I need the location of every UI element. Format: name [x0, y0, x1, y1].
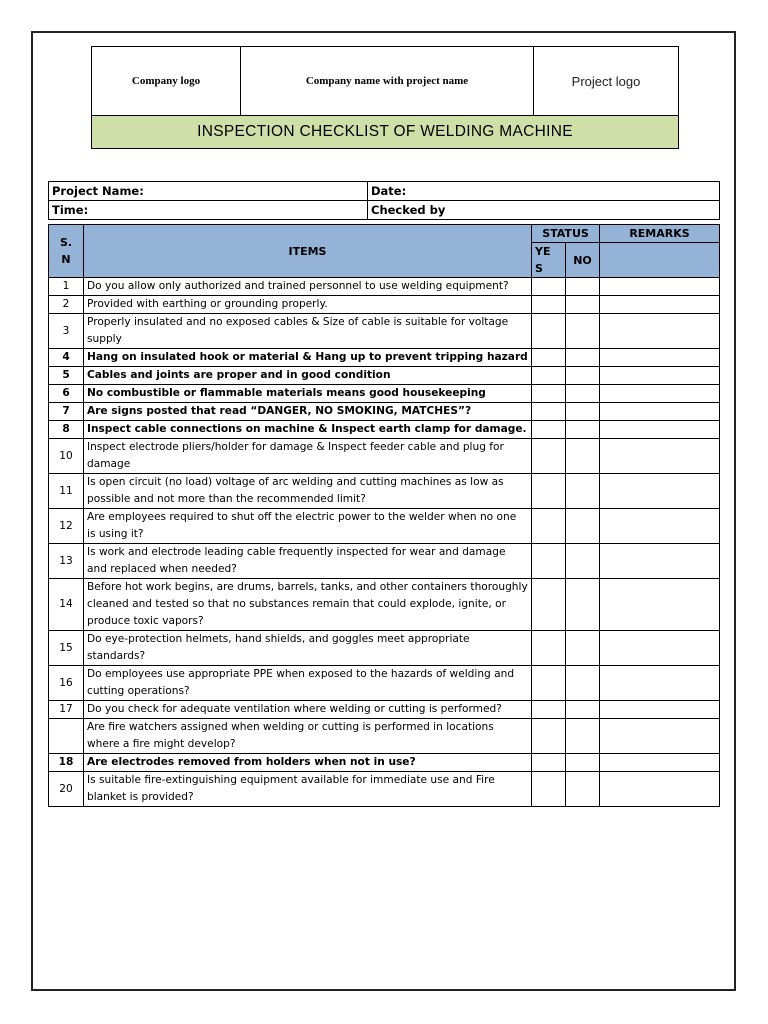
yes-checkbox-cell[interactable] [532, 439, 566, 474]
remarks-cell[interactable] [600, 296, 720, 314]
row-item-text: Is open circuit (no load) voltage of arc welding and cutting machines as low as possible and not more than the recommended limit? [84, 474, 532, 509]
remarks-cell[interactable] [600, 666, 720, 701]
checklist-row [49, 314, 720, 349]
row-item-text: Do eye-protection helmets, hand shields, and goggles meet appropriate standards? [84, 631, 532, 666]
no-checkbox-cell[interactable] [566, 719, 600, 754]
project-info-table [48, 181, 720, 220]
no-checkbox-cell[interactable] [566, 509, 600, 544]
row-number: 2 [49, 296, 84, 314]
no-checkbox-cell[interactable] [566, 474, 600, 509]
checked-by-field[interactable]: Checked by [368, 201, 720, 220]
row-number: 3 [49, 314, 84, 349]
remarks-cell[interactable] [600, 421, 720, 439]
remarks-cell[interactable] [600, 754, 720, 772]
document-title: INSPECTION CHECKLIST OF WELDING MACHINE [92, 116, 679, 149]
row-number: 6 [49, 385, 84, 403]
row-item-text: Provided with earthing or grounding properly. [84, 296, 532, 314]
row-number: 11 [49, 474, 84, 509]
remarks-cell[interactable] [600, 579, 720, 631]
yes-checkbox-cell[interactable] [532, 314, 566, 349]
no-checkbox-cell[interactable] [566, 701, 600, 719]
yes-checkbox-cell[interactable] [532, 296, 566, 314]
remarks-cell[interactable] [600, 367, 720, 385]
row-item-text: Are electrodes removed from holders when not in use? [84, 754, 532, 772]
row-number: 17 [49, 701, 84, 719]
yes-header: YE S [532, 243, 566, 278]
checklist-row [49, 403, 720, 421]
no-checkbox-cell[interactable] [566, 296, 600, 314]
remarks-subheader [600, 243, 720, 278]
checklist-row [49, 474, 720, 509]
yes-checkbox-cell[interactable] [532, 719, 566, 754]
checklist-row [49, 349, 720, 367]
checklist-row [49, 754, 720, 772]
remarks-cell[interactable] [600, 278, 720, 296]
project-name-field[interactable]: Project Name: [49, 182, 368, 201]
yes-checkbox-cell[interactable] [532, 385, 566, 403]
remarks-cell[interactable] [600, 701, 720, 719]
row-number: 10 [49, 439, 84, 474]
row-number: 1 [49, 278, 84, 296]
remarks-cell[interactable] [600, 349, 720, 367]
row-number: 14 [49, 579, 84, 631]
no-checkbox-cell[interactable] [566, 349, 600, 367]
row-item-text: Are signs posted that read “DANGER, NO SMOKING, MATCHES”? [84, 403, 532, 421]
yes-checkbox-cell[interactable] [532, 367, 566, 385]
row-item-text: Do employees use appropriate PPE when exposed to the hazards of welding and cutting operations? [84, 666, 532, 701]
checklist-row [49, 509, 720, 544]
sn-header: S. N [49, 225, 84, 278]
checklist-table [48, 224, 720, 807]
remarks-cell[interactable] [600, 509, 720, 544]
document-header [91, 46, 679, 149]
status-header: STATUS [532, 225, 600, 243]
checklist-row [49, 719, 720, 754]
row-number: 20 [49, 772, 84, 807]
yes-checkbox-cell[interactable] [532, 544, 566, 579]
row-number: 13 [49, 544, 84, 579]
row-item-text: Cables and joints are proper and in good condition [84, 367, 532, 385]
no-header: NO [566, 243, 600, 278]
yes-checkbox-cell[interactable] [532, 403, 566, 421]
no-checkbox-cell[interactable] [566, 772, 600, 807]
project-logo-cell: Project logo [534, 47, 679, 116]
checklist-row [49, 367, 720, 385]
no-checkbox-cell[interactable] [566, 367, 600, 385]
remarks-cell[interactable] [600, 772, 720, 807]
checklist-row [49, 579, 720, 631]
yes-checkbox-cell[interactable] [532, 666, 566, 701]
yes-checkbox-cell[interactable] [532, 772, 566, 807]
checklist-row [49, 439, 720, 474]
items-header: ITEMS [84, 225, 532, 278]
no-checkbox-cell[interactable] [566, 278, 600, 296]
time-field[interactable]: Time: [49, 201, 368, 220]
row-item-text: Are fire watchers assigned when welding or cutting is performed in locations where a fire might develop? [84, 719, 532, 754]
yes-checkbox-cell[interactable] [532, 474, 566, 509]
remarks-cell[interactable] [600, 719, 720, 754]
company-name-cell: Company name with project name [241, 47, 534, 116]
yes-checkbox-cell[interactable] [532, 421, 566, 439]
checklist-row [49, 666, 720, 701]
no-checkbox-cell[interactable] [566, 666, 600, 701]
checklist-row [49, 701, 720, 719]
row-item-text: No combustible or flammable materials means good housekeeping [84, 385, 532, 403]
row-number: 5 [49, 367, 84, 385]
yes-checkbox-cell[interactable] [532, 349, 566, 367]
no-checkbox-cell[interactable] [566, 385, 600, 403]
row-item-text: Hang on insulated hook or material & Hang up to prevent tripping hazard [84, 349, 532, 367]
remarks-cell[interactable] [600, 439, 720, 474]
yes-checkbox-cell[interactable] [532, 701, 566, 719]
row-item-text: Properly insulated and no exposed cables & Size of cable is suitable for voltage supply [84, 314, 532, 349]
no-checkbox-cell[interactable] [566, 579, 600, 631]
row-item-text: Before hot work begins, are drums, barrels, tanks, and other containers thoroughly cleaned and tested so that no substances remain that could explode, ignite, or produce toxic vapors? [84, 579, 532, 631]
row-number: 4 [49, 349, 84, 367]
remarks-cell[interactable] [600, 474, 720, 509]
row-item-text: Do you check for adequate ventilation where welding or cutting is performed? [84, 701, 532, 719]
yes-checkbox-cell[interactable] [532, 754, 566, 772]
remarks-cell[interactable] [600, 631, 720, 666]
checklist-row [49, 631, 720, 666]
checklist-row [49, 385, 720, 403]
checklist-row [49, 421, 720, 439]
checklist-row [49, 296, 720, 314]
row-item-text: Is work and electrode leading cable frequently inspected for wear and damage and replaced when needed? [84, 544, 532, 579]
checklist-row [49, 278, 720, 296]
row-number: 7 [49, 403, 84, 421]
remarks-cell[interactable] [600, 385, 720, 403]
remarks-cell[interactable] [600, 403, 720, 421]
row-number: 18 [49, 754, 84, 772]
row-item-text: Do you allow only authorized and trained personnel to use welding equipment? [84, 278, 532, 296]
no-checkbox-cell[interactable] [566, 544, 600, 579]
row-item-text: Is suitable fire-extinguishing equipment available for immediate use and Fire blanket is provided? [84, 772, 532, 807]
row-item-text: Inspect cable connections on machine & Inspect earth clamp for damage. [84, 421, 532, 439]
row-number [49, 719, 84, 754]
yes-checkbox-cell[interactable] [532, 631, 566, 666]
row-number: 16 [49, 666, 84, 701]
remarks-header: REMARKS [600, 225, 720, 243]
checklist-row [49, 544, 720, 579]
no-checkbox-cell[interactable] [566, 403, 600, 421]
no-checkbox-cell[interactable] [566, 421, 600, 439]
date-field[interactable]: Date: [368, 182, 720, 201]
row-number: 8 [49, 421, 84, 439]
row-number: 15 [49, 631, 84, 666]
checklist-row [49, 772, 720, 807]
yes-checkbox-cell[interactable] [532, 579, 566, 631]
no-checkbox-cell[interactable] [566, 314, 600, 349]
yes-checkbox-cell[interactable] [532, 278, 566, 296]
row-number: 12 [49, 509, 84, 544]
remarks-cell[interactable] [600, 314, 720, 349]
row-item-text: Are employees required to shut off the electric power to the welder when no one is using it? [84, 509, 532, 544]
row-item-text: Inspect electrode pliers/holder for damage & Inspect feeder cable and plug for damage [84, 439, 532, 474]
no-checkbox-cell[interactable] [566, 631, 600, 666]
no-checkbox-cell[interactable] [566, 439, 600, 474]
yes-checkbox-cell[interactable] [532, 509, 566, 544]
company-logo-cell: Company logo [92, 47, 241, 116]
no-checkbox-cell[interactable] [566, 754, 600, 772]
remarks-cell[interactable] [600, 544, 720, 579]
